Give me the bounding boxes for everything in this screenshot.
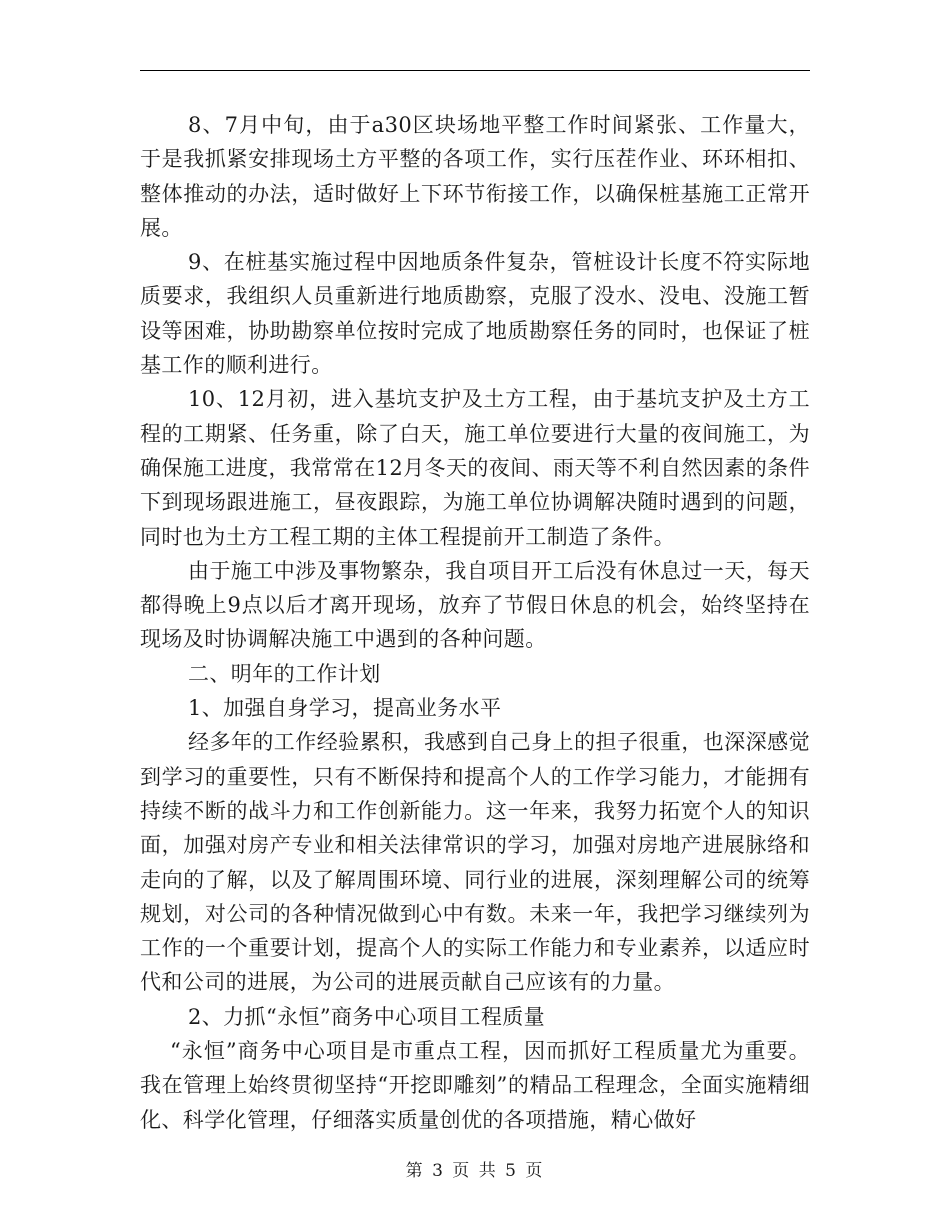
paragraph-learning: 经多年的工作经验累积，我感到自己身上的担子很重，也深深感觉到学习的重要性，只有不断保持和提高个人的工作学习能力，才能拥有持续不断的战斗力和工作创新能力。这一年来，我努力拓宽个人的知识面，加强对房产专业和相关法律常识的学习，加强对房地产进展脉络和走向的了解，以及了解周围环境、同行业的进展，深刻理解公司的统筹规划，对公司的各种情况做到心中有数。未来一年，我把学习继续列为工作的一个重要计划，提高个人的实际工作能力和专业素养，以适应时代和公司的进展，为公司的进展贡献自己应该有的力量。 [140,730,810,995]
paragraph-summary: 由于施工中涉及事物繁杂，我自项目开工后没有休息过一天，每天都得晚上9点以后才离开现场，放弃了节假日休息的机会，始终坚持在现场及时协调解决施工中遇到的各种问题。 [140,558,810,652]
header-rule [140,70,810,71]
paragraph-item-10: 10、12月初，进入基坑支护及土方工程，由于基坑支护及土方工程的工期紧、任务重，除了白天，施工单位要进行大量的夜间施工，为确保施工进度，我常常在12月冬天的夜间、雨天等不利自然因素的条件下到现场跟进施工，昼夜跟踪，为施工单位协调解决随时遇到的问题，同时也为土方工程工期的主体工程提前开工制造了条件。 [140,387,810,549]
page-number-footer: 第 3 页 共 5 页 [405,1161,545,1181]
paragraph-quality: “永恒”商务中心项目是市重点工程，因而抓好工程质量尤为重要。我在管理上始终贯彻坚持“开挖即雕刻”的精品工程理念，全面实施精细化、科学化管理，仔细落实质量创优的各项措施，精心做好 [140,1039,810,1132]
paragraph-item-8: 8、7月中旬，由于a30区块场地平整工作时间紧张、工作量大，于是我抓紧安排现场土方平整的各项工作，实行压茬作业、环环相扣、整体推动的办法，适时做好上下环节衔接工作，以确保桩基施工正常开展。 [140,113,810,240]
paragraph-item-9: 9、在桩基实施过程中因地质条件复杂，管桩设计长度不符实际地质要求，我组织人员重新进行地质勘察，克服了没水、没电、没施工暂设等困难，协助勘察单位按时完成了地质勘察任务的同时，也保证了桩基工作的顺利进行。 [140,250,810,378]
subheading-quality: 2、力抓“永恒”商务中心项目工程质量 [188,1004,546,1029]
section-heading-plan: 二、明年的工作计划 [188,661,381,686]
subheading-learning: 1、加强自身学习，提高业务水平 [188,696,502,721]
document-body [140,108,810,1137]
